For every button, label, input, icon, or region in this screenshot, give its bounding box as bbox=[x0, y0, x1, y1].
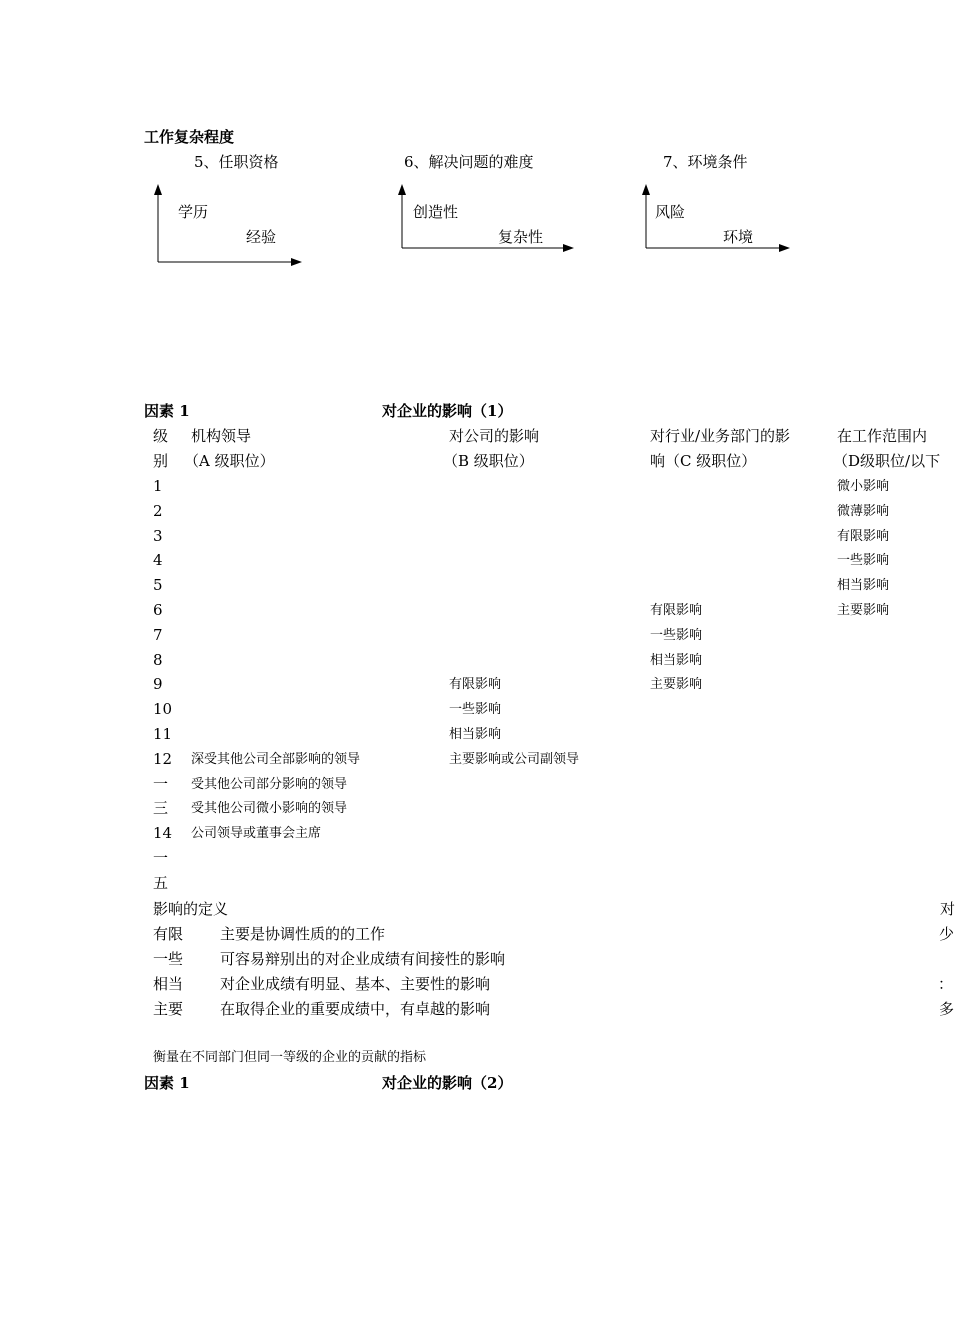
header-col-a-line2: （A 级职位） bbox=[184, 452, 275, 470]
definition-term: 一些 bbox=[153, 950, 184, 968]
definition-term: 主要 bbox=[153, 1000, 184, 1018]
row-level: 9 bbox=[153, 675, 163, 694]
x-axis-label-experience: 经验 bbox=[246, 228, 277, 246]
x-axis-label-environment: 环境 bbox=[723, 228, 754, 246]
definition-term: 有限 bbox=[153, 925, 184, 943]
row-cell-col-a: 深受其他公司全部影响的领导 bbox=[191, 751, 361, 767]
row-level: 12 bbox=[153, 749, 173, 768]
header-col-b-line1: 对公司的影响 bbox=[449, 427, 540, 445]
header-col-d-line1: 在工作范围内 bbox=[837, 427, 928, 445]
row-level: 一 bbox=[153, 849, 169, 867]
y-axis-label-risk: 风险 bbox=[655, 203, 686, 221]
row-cell-col-a: 公司领导或董事会主席 bbox=[191, 826, 322, 842]
definition-right-fragment: 多 bbox=[939, 1000, 955, 1018]
row-level: 3 bbox=[153, 526, 163, 545]
row-cell-col-d: 微小影响 bbox=[837, 479, 890, 494]
header-col-a-line1: 机构领导 bbox=[191, 427, 252, 445]
definition-term: 相当 bbox=[153, 975, 184, 993]
row-level: 2 bbox=[153, 501, 163, 520]
row-level: 6 bbox=[153, 601, 163, 619]
row-level: 14 bbox=[153, 824, 173, 843]
row-cell-col-c: 一些影响 bbox=[650, 627, 703, 643]
definition-desc: 主要是协调性质的的工作 bbox=[220, 925, 386, 943]
factor2-title: 对企业的影响（2） bbox=[382, 1074, 513, 1092]
row-cell-col-c: 主要影响 bbox=[650, 677, 703, 693]
row-level: 7 bbox=[153, 625, 163, 644]
axis-diagram-qualification bbox=[150, 182, 310, 272]
definitions-title: 影响的定义 bbox=[153, 900, 229, 918]
definition-desc: 在取得企业的重要成绩中，有卓越的影响 bbox=[220, 1000, 491, 1018]
row-cell-col-d: 主要影响 bbox=[837, 603, 890, 618]
factor1-title: 对企业的影响（1） bbox=[382, 402, 513, 420]
axis-chart-title-qualification: 5、任职资格 bbox=[194, 153, 279, 171]
row-cell-col-d: 有限影响 bbox=[837, 528, 890, 544]
header-col-d-line2: （D级职位/以下 bbox=[833, 452, 941, 470]
x-axis-label-complexity: 复杂性 bbox=[498, 228, 544, 246]
factor1-label: 因素 1 bbox=[144, 402, 190, 420]
row-level: 五 bbox=[153, 873, 169, 892]
row-cell-col-a: 受其他公司部分影响的领导 bbox=[191, 776, 348, 792]
row-cell-col-c: 有限影响 bbox=[650, 603, 703, 618]
section-title-job-complexity: 工作复杂程度 bbox=[144, 128, 235, 146]
definition-desc: 对企业成绩有明显、基本、主要性的影响 bbox=[220, 975, 491, 993]
axis-chart-title-problem-difficulty: 6、解决问题的难度 bbox=[404, 153, 534, 171]
row-level: 10 bbox=[153, 700, 173, 719]
row-cell-col-b: 相当影响 bbox=[449, 727, 502, 742]
row-cell-col-d: 微薄影响 bbox=[837, 503, 890, 519]
header-col-c-line2: 响（C 级职位） bbox=[650, 452, 757, 470]
y-axis-label-creativity: 创造性 bbox=[413, 203, 459, 221]
row-level: 1 bbox=[153, 477, 163, 495]
factor2-label: 因素 1 bbox=[144, 1074, 190, 1092]
definition-right-fragment: ： bbox=[938, 975, 954, 993]
row-cell-col-b: 一些影响 bbox=[449, 702, 502, 718]
row-cell-col-b: 主要影响或公司副领导 bbox=[449, 751, 580, 767]
definition-right-fragment: 少 bbox=[939, 925, 955, 943]
y-axis-label-education: 学历 bbox=[178, 203, 209, 221]
row-level: 11 bbox=[153, 725, 173, 743]
row-level: 一 bbox=[153, 774, 169, 793]
note-text: 衡量在不同部门但同一等级的企业的贡献的指标 bbox=[153, 1050, 427, 1065]
header-level-line2: 别 bbox=[153, 452, 169, 470]
row-cell-col-d: 一些影响 bbox=[837, 553, 890, 569]
row-level: 4 bbox=[153, 551, 163, 570]
header-col-b-line2: （B 级职位） bbox=[443, 452, 534, 470]
definition-desc: 可容易辩别出的对企业成绩有间接性的影响 bbox=[220, 950, 506, 968]
header-level-line1: 级 bbox=[153, 427, 169, 445]
row-cell-col-b: 有限影响 bbox=[449, 677, 502, 693]
axis-chart-title-environment: 7、环境条件 bbox=[663, 153, 748, 171]
definitions-right-title-fragment: 对 bbox=[940, 900, 955, 918]
row-level: 8 bbox=[153, 650, 163, 669]
row-cell-col-a: 受其他公司微小影响的领导 bbox=[191, 801, 348, 817]
row-level: 5 bbox=[153, 576, 163, 595]
row-level: 三 bbox=[153, 799, 169, 818]
row-cell-col-d: 相当影响 bbox=[837, 578, 890, 594]
header-col-c-line1: 对行业/业务部门的影 bbox=[650, 427, 791, 445]
row-cell-col-c: 相当影响 bbox=[650, 652, 703, 668]
